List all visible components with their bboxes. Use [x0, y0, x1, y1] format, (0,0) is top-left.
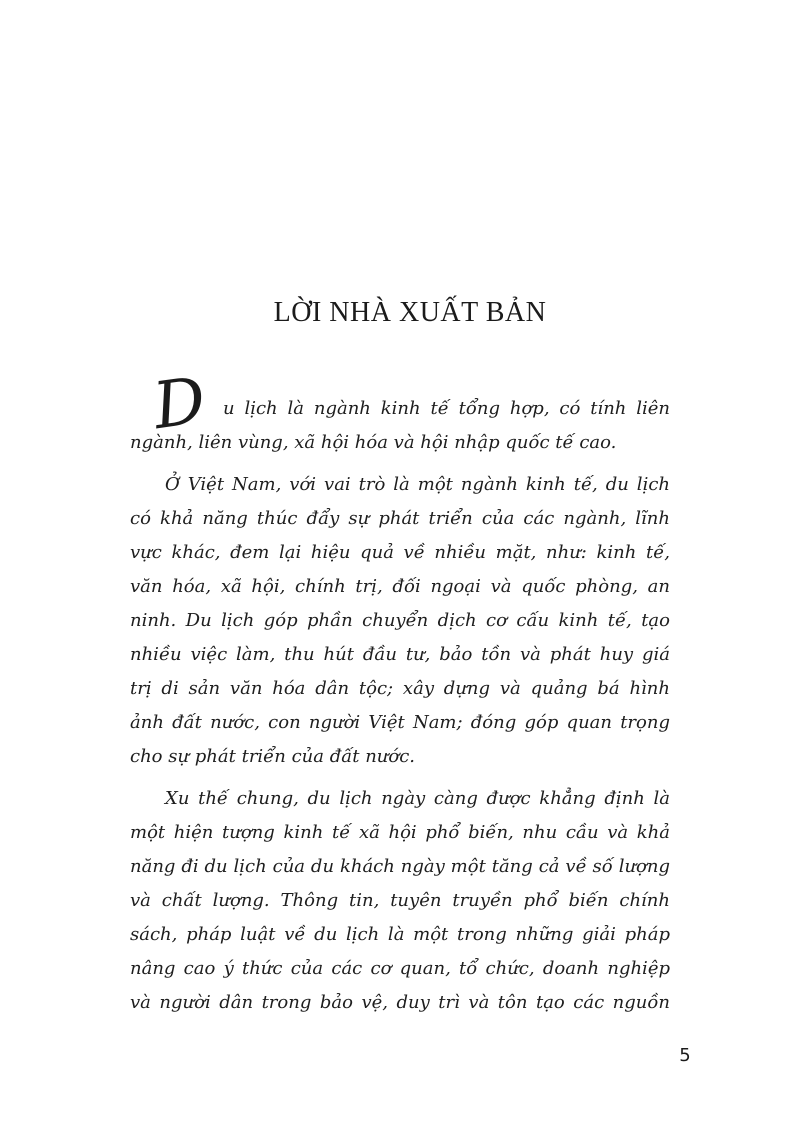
page-title: LỜI NHÀ XUẤT BẢN: [273, 297, 547, 328]
text-line: vực khác, đem lại hiệu quả về nhiều mặt, như: kinh tế,: [130, 542, 670, 563]
text-line: Ở Việt Nam, với vai trò là một ngành kinh tế, du lịch: [165, 474, 670, 495]
text-line: trị di sản văn hóa dân tộc; xây dựng và quảng bá hình: [130, 678, 670, 699]
text-line: ninh. Du lịch góp phần chuyển dịch cơ cấu kinh tế, tạo: [130, 610, 670, 631]
paragraph: [130, 468, 670, 774]
text-line: một hiện tượng kinh tế xã hội phổ biến, nhu cầu và khả: [130, 822, 670, 843]
paragraph: [130, 392, 670, 460]
paragraph: [130, 782, 670, 1020]
text-line: có khả năng thúc đẩy sự phát triển của các ngành, lĩnh: [130, 508, 670, 529]
text-line: nhiều việc làm, thu hút đầu tư, bảo tồn và phát huy giá: [130, 644, 670, 665]
drop-cap: D: [149, 363, 211, 445]
body-text: [130, 363, 670, 1020]
text-line: sách, pháp luật về du lịch là một trong những giải pháp: [130, 924, 670, 945]
text-line: Xu thế chung, du lịch ngày càng được khẳng định là: [165, 788, 670, 809]
page-number: 5: [679, 1045, 691, 1066]
text-line: ảnh đất nước, con người Việt Nam; đóng góp quan trọng: [130, 712, 670, 733]
text-line: u lịch là ngành kinh tế tổng hợp, có tính liên: [223, 398, 670, 419]
text-line: nâng cao ý thức của các cơ quan, tổ chức, doanh nghiệp: [130, 958, 670, 979]
text-line: cho sự phát triển của đất nước.: [130, 746, 416, 767]
text-line: văn hóa, xã hội, chính trị, đối ngoại và quốc phòng, an: [130, 576, 670, 597]
text-line: và người dân trong bảo vệ, duy trì và tôn tạo các nguồn: [130, 992, 670, 1013]
text-line: và chất lượng. Thông tin, tuyên truyền phổ biến chính: [130, 890, 670, 911]
text-line: ngành, liên vùng, xã hội hóa và hội nhập quốc tế cao.: [130, 432, 617, 453]
text-line: năng đi du lịch của du khách ngày một tăng cả về số lượng: [130, 856, 670, 877]
